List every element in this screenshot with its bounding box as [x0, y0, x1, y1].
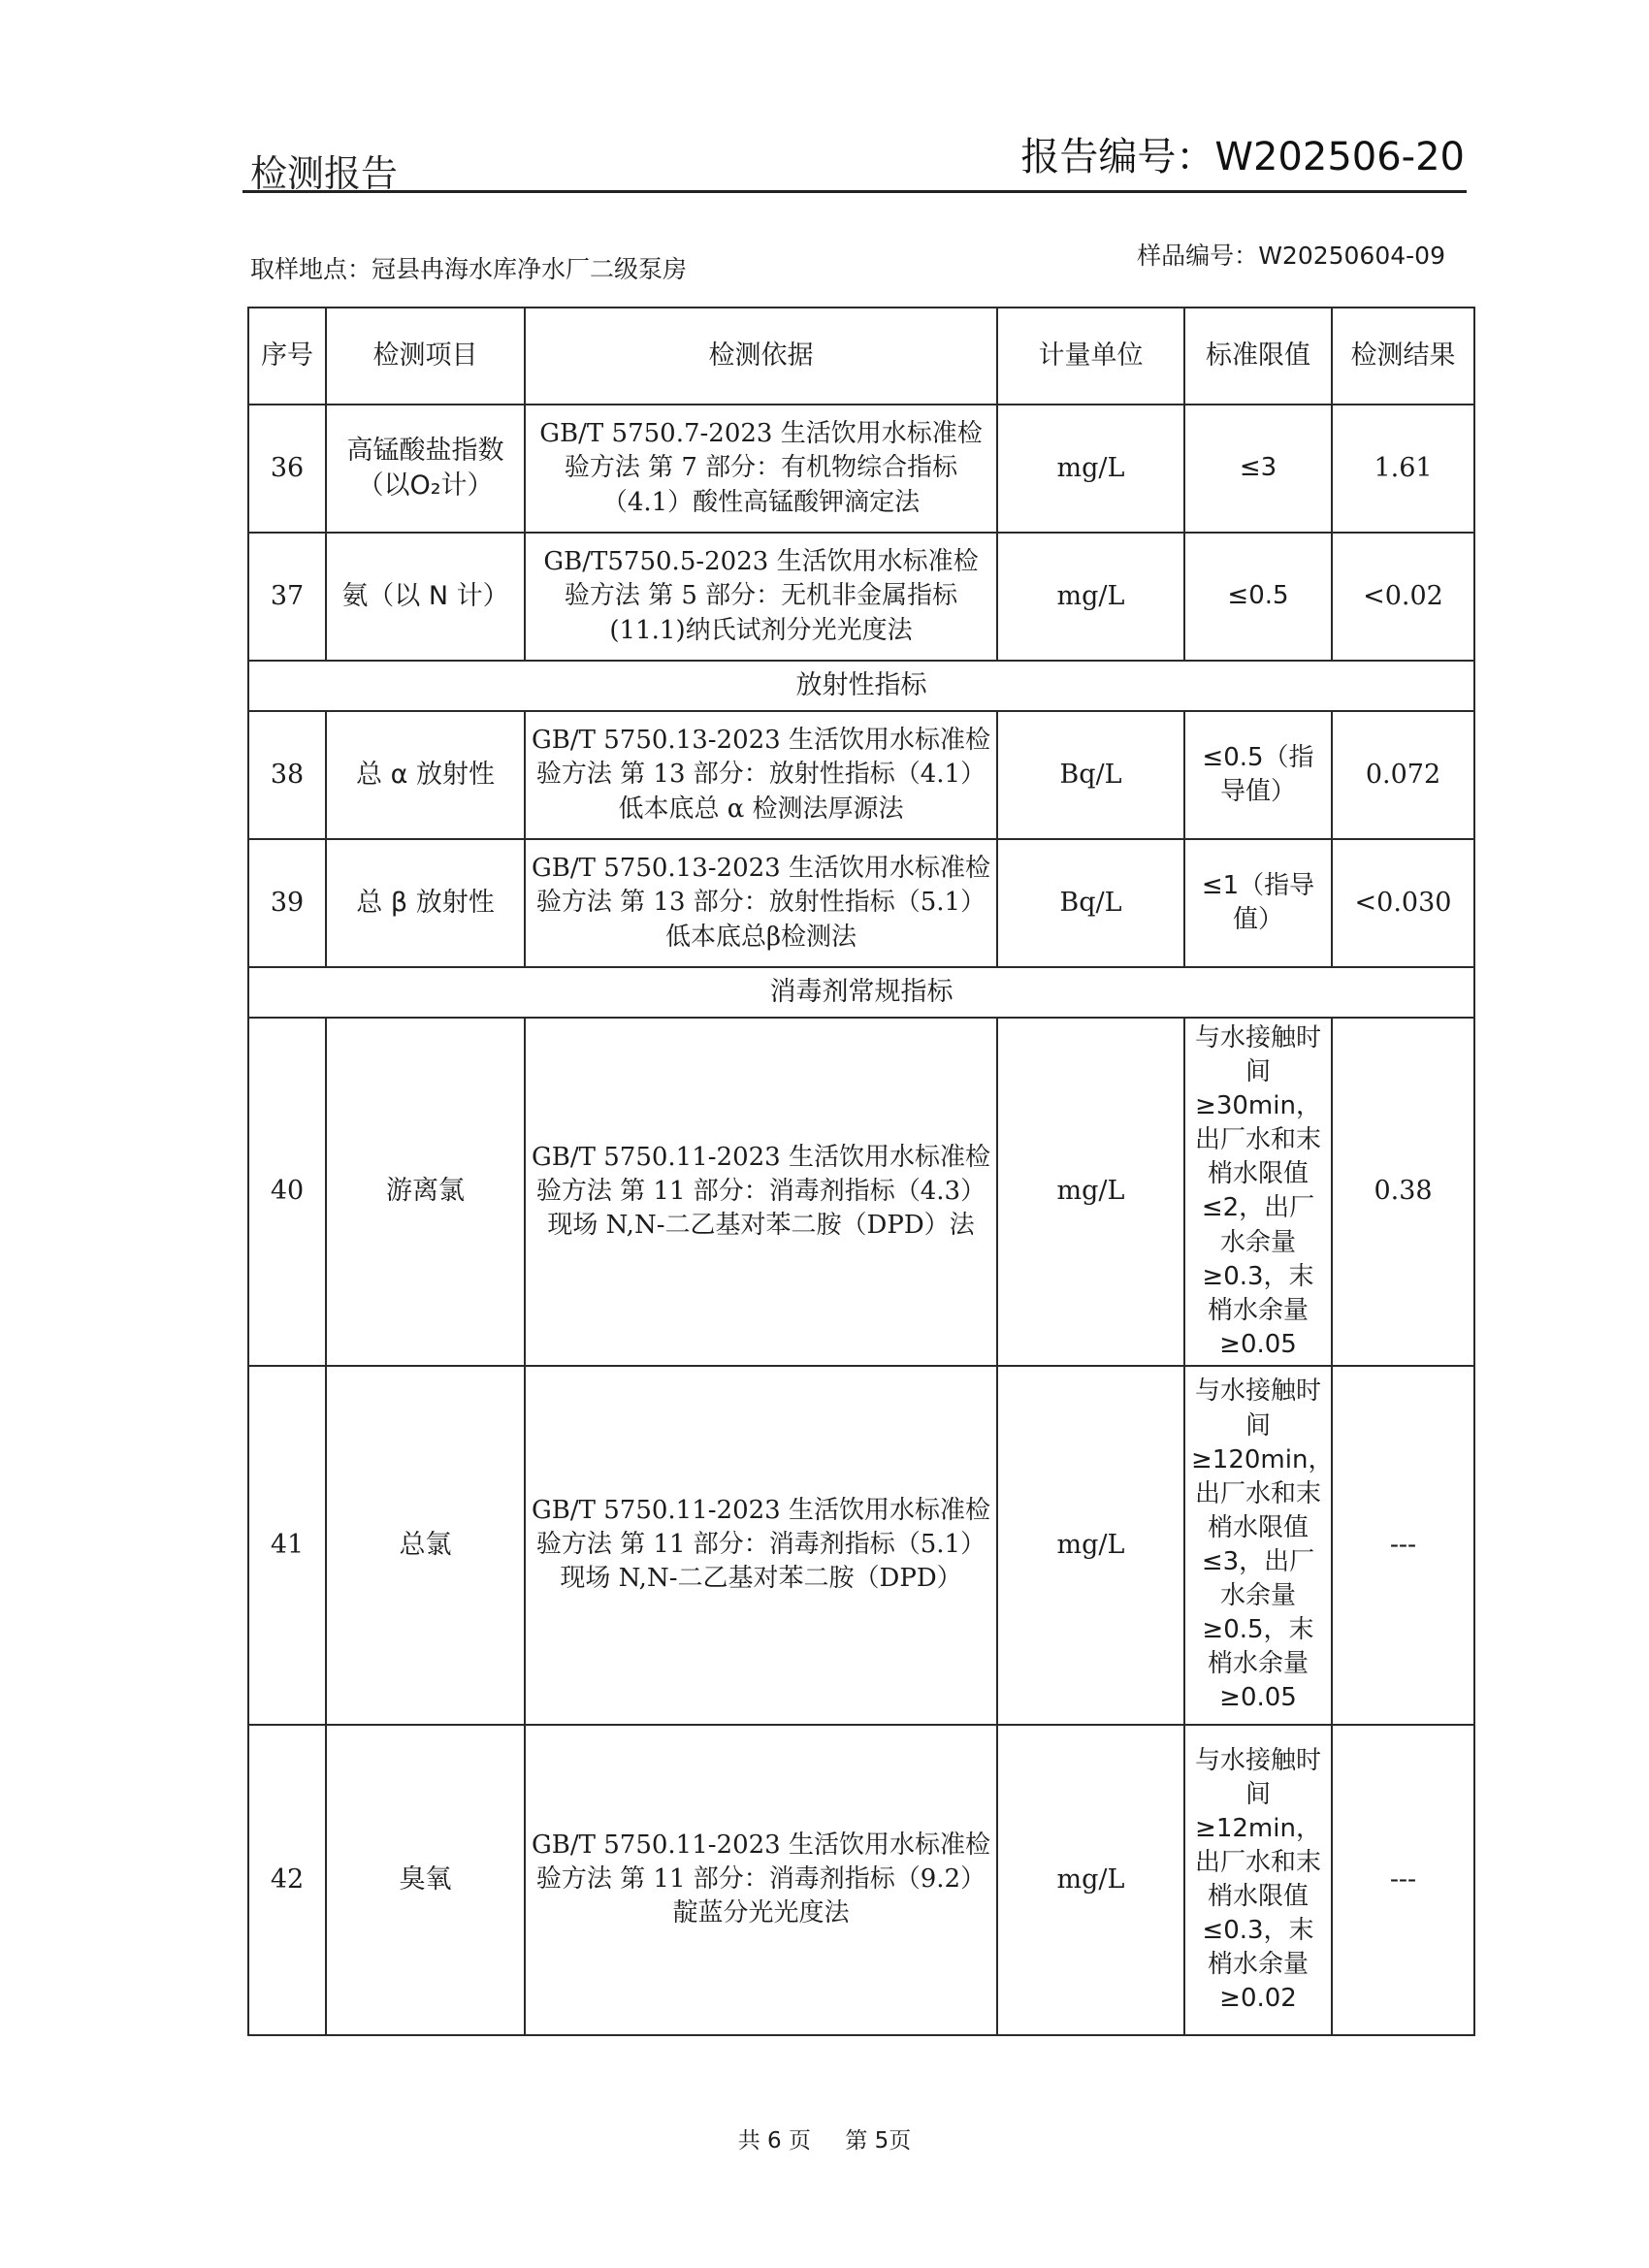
row-unit: Bq/L — [997, 839, 1184, 967]
header-result: 检测结果 — [1332, 308, 1474, 405]
row-no: 41 — [248, 1366, 326, 1725]
header-unit: 计量单位 — [997, 308, 1184, 405]
row-no: 37 — [248, 533, 326, 661]
table-row — [248, 405, 1474, 533]
row-method: GB/T 5750.11-2023 生活饮用水标准检验方法 第 11 部分：消毒剂指标（5.1）现场 N,N-二乙基对苯二胺（DPD） — [525, 1366, 997, 1725]
report-number — [1020, 126, 1465, 181]
row-limit: ≤0.5 — [1184, 533, 1332, 661]
table-row — [248, 533, 1474, 661]
row-result: 0.072 — [1332, 711, 1474, 839]
row-method: GB/T 5750.13-2023 生活饮用水标准检验方法 第 13 部分：放射性指标（4.1）低本底总 α 检测法厚源法 — [525, 711, 997, 839]
row-no: 40 — [248, 1018, 326, 1366]
report-number-label: 报告编号： — [1020, 135, 1215, 179]
table-row — [248, 1366, 1474, 1725]
header-item: 检测项目 — [326, 308, 525, 405]
row-unit: mg/L — [997, 533, 1184, 661]
header-rule — [242, 190, 1467, 193]
header-limit: 标准限值 — [1184, 308, 1332, 405]
row-unit: mg/L — [997, 405, 1184, 533]
sampling-location-label: 取样地点： — [250, 255, 372, 283]
header-no: 序号 — [248, 308, 326, 405]
row-item: 高锰酸盐指数（以O₂计） — [326, 405, 525, 533]
sampling-location-value: 冠县冉海水库净水厂二级泵房 — [372, 255, 688, 283]
row-result: <0.030 — [1332, 839, 1474, 967]
section-title-radioactivity: 放射性指标 — [248, 661, 1474, 711]
row-method: GB/T5750.5-2023 生活饮用水标准检验方法 第 5 部分：无机非金属指标(11.1)纳氏试剂分光光度法 — [525, 533, 997, 661]
row-method: GB/T 5750.13-2023 生活饮用水标准检验方法 第 13 部分：放射性指标（5.1）低本底总β检测法 — [525, 839, 997, 967]
row-result: --- — [1332, 1366, 1474, 1725]
row-no: 42 — [248, 1725, 326, 2035]
table-header-row — [248, 308, 1474, 405]
sample-number — [1137, 237, 1445, 272]
current-page: 第 5页 — [845, 2128, 912, 2154]
row-item: 氨（以 N 计） — [326, 533, 525, 661]
page-title: 检测报告 — [250, 152, 399, 195]
row-result: --- — [1332, 1725, 1474, 2035]
row-method: GB/T 5750.11-2023 生活饮用水标准检验方法 第 11 部分：消毒剂指标（9.2）靛蓝分光光度法 — [525, 1725, 997, 2035]
row-result: <0.02 — [1332, 533, 1474, 661]
row-item: 总 α 放射性 — [326, 711, 525, 839]
row-item: 总氯 — [326, 1366, 525, 1725]
row-item: 总 β 放射性 — [326, 839, 525, 967]
report-number-value: W202506-20 — [1214, 135, 1465, 179]
row-method: GB/T 5750.7-2023 生活饮用水标准检验方法 第 7 部分：有机物综合指标（4.1）酸性高锰酸钾滴定法 — [525, 405, 997, 533]
section-title-disinfectant: 消毒剂常规指标 — [248, 967, 1474, 1018]
row-limit: 与水接触时间≥12min，出厂水和末梢水限值≤0.3，末梢水余量≥0.02 — [1184, 1725, 1332, 2035]
row-result: 1.61 — [1332, 405, 1474, 533]
row-item: 游离氯 — [326, 1018, 525, 1366]
table-row — [248, 1018, 1474, 1366]
row-limit: 与水接触时间≥120min，出厂水和末梢水限值≤3，出厂水余量≥0.5，末梢水余量≥0.05 — [1184, 1366, 1332, 1725]
table-row — [248, 711, 1474, 839]
section-row-radioactivity — [248, 661, 1474, 711]
row-limit: 与水接触时间≥30min，出厂水和末梢水限值≤2，出厂水余量≥0.3，末梢水余量≥0.05 — [1184, 1018, 1332, 1366]
row-limit: ≤1（指导值） — [1184, 839, 1332, 967]
header-method: 检测依据 — [525, 308, 997, 405]
row-no: 38 — [248, 711, 326, 839]
sampling-location — [250, 250, 687, 285]
row-result: 0.38 — [1332, 1018, 1474, 1366]
row-item: 臭氧 — [326, 1725, 525, 2035]
sample-number-value: W20250604-09 — [1258, 242, 1445, 270]
sample-number-label: 样品编号： — [1137, 242, 1259, 270]
row-unit: Bq/L — [997, 711, 1184, 839]
row-no: 36 — [248, 405, 326, 533]
table-row — [248, 1725, 1474, 2035]
row-unit: mg/L — [997, 1366, 1184, 1725]
row-limit: ≤3 — [1184, 405, 1332, 533]
total-pages: 共 6 页 — [737, 2128, 811, 2154]
row-unit: mg/L — [997, 1725, 1184, 2035]
row-no: 39 — [248, 839, 326, 967]
row-limit: ≤0.5（指导值） — [1184, 711, 1332, 839]
row-unit: mg/L — [997, 1018, 1184, 1366]
table-row — [248, 839, 1474, 967]
row-method: GB/T 5750.11-2023 生活饮用水标准检验方法 第 11 部分：消毒剂指标（4.3）现场 N,N-二乙基对苯二胺（DPD）法 — [525, 1018, 997, 1366]
page-footer — [0, 2122, 1649, 2155]
results-table — [247, 307, 1475, 2036]
section-row-disinfectant — [248, 967, 1474, 1018]
